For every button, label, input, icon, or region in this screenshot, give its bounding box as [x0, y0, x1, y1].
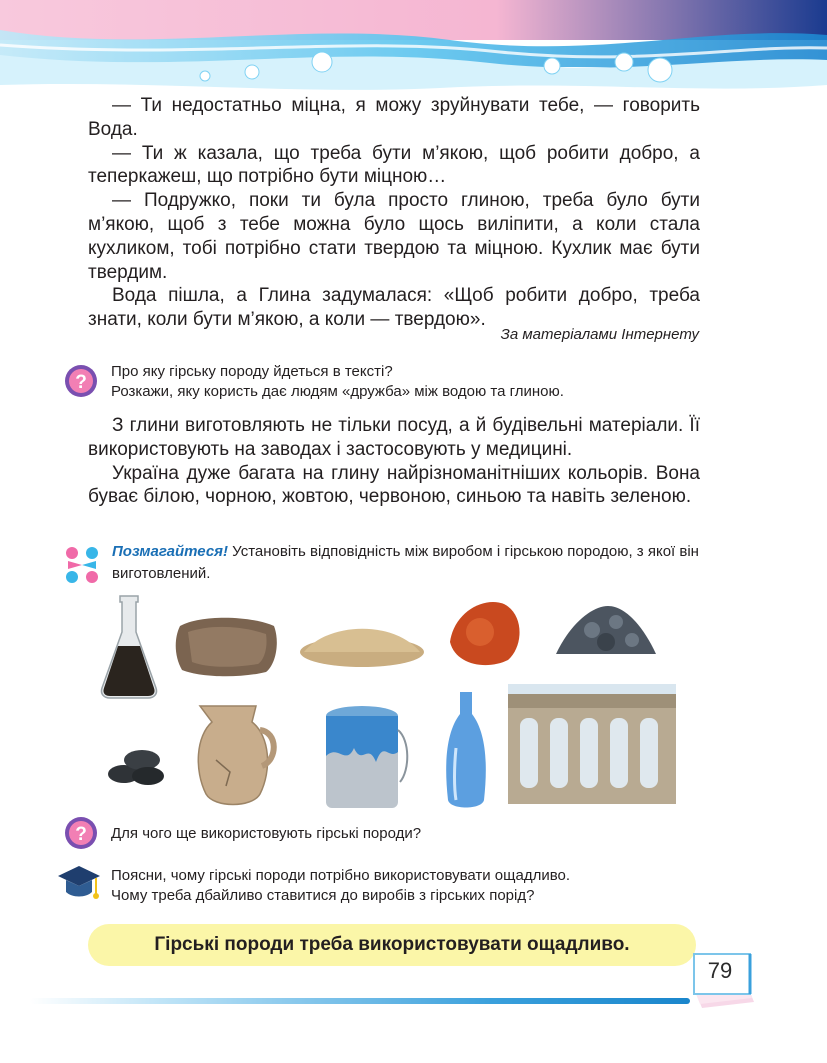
question-line: Для чого ще використовують гірські породи? — [111, 825, 422, 842]
facts-text — [88, 414, 700, 509]
red-powder-image — [444, 592, 526, 668]
stone-aqueduct-image — [508, 684, 676, 804]
question-bubble-icon — [64, 364, 98, 398]
task-instruction: Установіть відповідність між виробом і гірською породою, з якої він виготовлений. — [112, 543, 699, 582]
question-bubble-icon — [64, 816, 98, 850]
task-lead: Позмагайтеся! — [112, 543, 228, 560]
paint-can-image — [318, 700, 410, 816]
coal-pile-image — [552, 600, 660, 662]
puzzle-people-icon — [60, 543, 104, 587]
page-number: 79 — [707, 958, 733, 983]
header-decoration — [0, 0, 827, 100]
clay-jug-image — [186, 700, 280, 812]
svg-text:?: ? — [75, 372, 87, 393]
facts-paragraph: З глини виготовляють не тільки посуд, а й будівельні матеріали. Її використовують на заводах і застосовують у медицині. — [88, 415, 700, 460]
summary-banner: Гірські породи треба використовувати ощадливо. — [88, 924, 696, 966]
question-block-2 — [111, 824, 421, 844]
story-paragraph: — Подружко, поки ти була просто глиною, треба було бути м’якою, щоб з тебе можна було щось виліпити, а коли стала кухликом, тобі потрібно стати твердою та міцною. Кухлик має бути твердим. — [88, 190, 700, 283]
footer-line — [30, 998, 690, 1004]
svg-text:?: ? — [75, 824, 87, 845]
flask-with-oil-image — [98, 592, 160, 700]
question-line: Поясни, чому гірські породи потрібно використовувати ощадливо. — [111, 867, 571, 884]
sand-pile-image — [298, 612, 426, 668]
story-paragraph: — Ти ж казала, що треба бути м’якою, щоб робити добро, а теперкажеш, що потрібно бути міцною… — [88, 142, 700, 188]
page-number-badge — [688, 948, 760, 1010]
story-paragraph: Вода пішла, а Глина задумалася: «Щоб робити добро, треба знати, коли бути м’якою, а коли — твердою». — [88, 285, 700, 331]
question-line: Чому треба дбайливо ставитися до виробів з гірських порід? — [111, 887, 535, 904]
story-paragraph: — Ти недостатньо міцна, я можу зруйнувати тебе, — говорить Вода. — [88, 95, 700, 140]
clay-lump-image — [172, 612, 280, 678]
task-text — [112, 541, 702, 585]
question-block-1 — [111, 362, 564, 402]
story-text — [88, 94, 700, 332]
question-line: Розкажи, яку користь дає людям «дружба» між водою та глиною. — [111, 383, 564, 400]
graduation-cap-icon — [56, 862, 102, 902]
question-block-3 — [111, 866, 570, 906]
question-line: Про яку гірську породу йдеться в тексті? — [111, 363, 393, 380]
graphite-discs-image — [102, 738, 168, 792]
facts-paragraph: Україна дуже багата на глину найрізноманітніших кольорів. Вона буває білою, чорною, жовтою, червоною, синьою та навіть зеленою. — [88, 462, 700, 508]
story-source: За матеріалами Інтернету — [500, 326, 699, 343]
glass-vase-image — [442, 688, 490, 816]
